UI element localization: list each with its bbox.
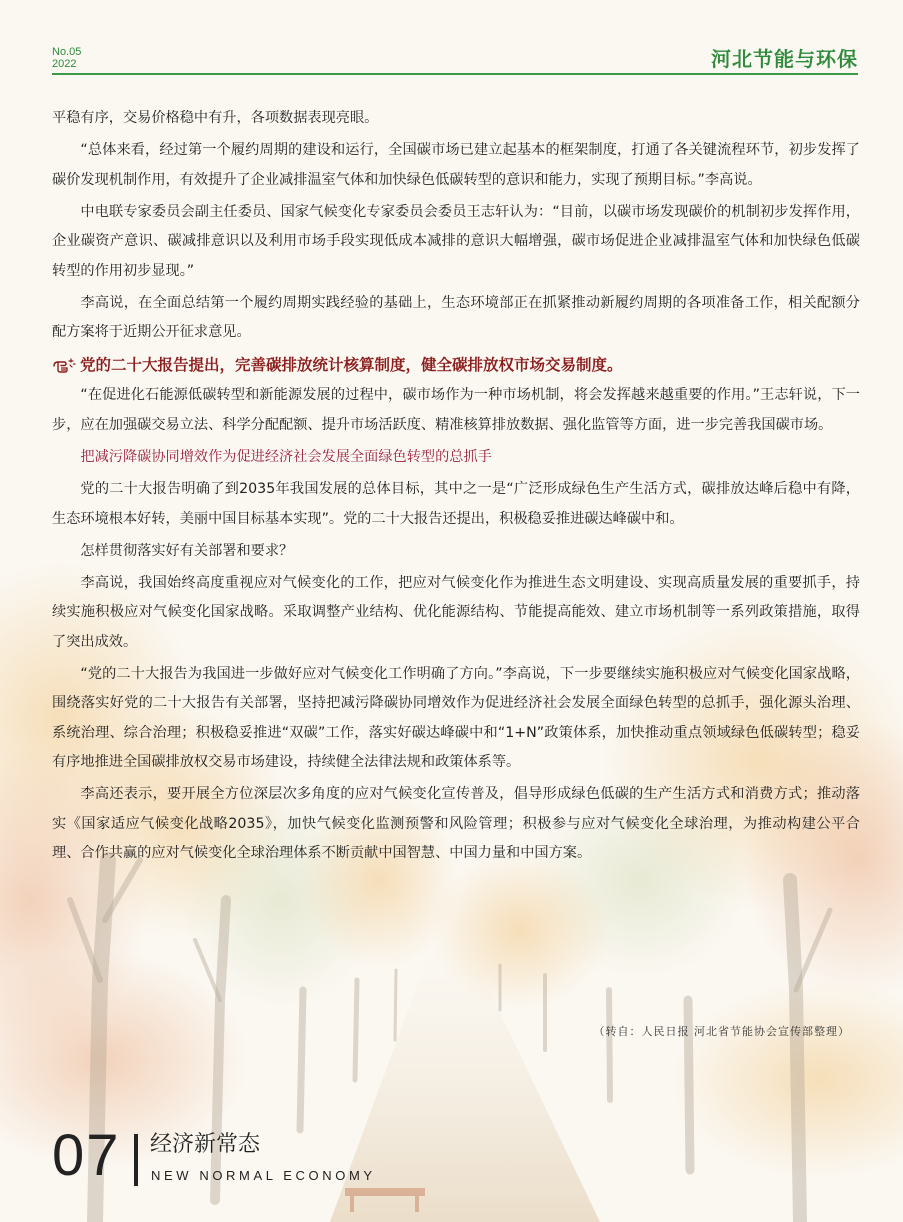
paragraph: 李高说，在全面总结第一个履约周期实践经验的基础上，生态环境部正在抓紧推动新履约周期的各项准备工作，相关配额分配方案将于近期公开征求意见。 <box>52 294 860 341</box>
section-heading <box>52 350 860 380</box>
section-name-en: NEW NORMAL ECONOMY <box>151 1168 376 1183</box>
header-divider <box>52 73 858 75</box>
source-note: （转自：人民日报 河北省节能协会宣传部整理） <box>593 1025 850 1038</box>
page-number: 07 <box>52 1123 121 1188</box>
section-heading-text: 党的二十大报告提出，完善碳排放统计核算制度，健全碳排放权市场交易制度。 <box>80 356 623 375</box>
footer-divider <box>134 1134 138 1186</box>
paragraph: “党的二十大报告为我国进一步做好应对气候变化工作明确了方向。”李高说，下一步要继续实施积极应对气候变化国家战略，围绕落实好党的二十大报告有关部署，坚持把减污降碳协同增效作为促进经济社会发展全面绿色转型的总抓手，强化源头治理、系统治理、综合治理；积极稳妥推进“双碳”工作，落实好碳达峰碳中和“1+N”政策体系，加快推动重点领域绿色低碳转型；稳妥有序地推进全国碳排放权交易市场建设，持续健全法律法规和政策体系等。 <box>52 665 860 771</box>
paragraph: “在促进化石能源低碳转型和新能源发展的过程中，碳市场作为一种市场机制，将会发挥越来越重要的作用。”王志轩说，下一步，应在加强碳交易立法、科学分配配额、提升市场活跃度、精准核算排放数据、强化监管等方面，进一步完善我国碳市场。 <box>52 387 860 433</box>
pointing-hand-icon <box>52 356 76 374</box>
article-body <box>52 104 860 872</box>
section-name-cn: 经济新常态 <box>150 1132 261 1157</box>
issue-number: No.05 <box>52 46 82 58</box>
paragraph: 怎样贯彻落实好有关部署和要求？ <box>80 542 294 559</box>
magazine-title: 河北节能与环保 <box>711 47 858 71</box>
paragraph: “总体来看，经过第一个履约周期的建设和运行，全国碳市场已建立起基本的框架制度，打通了各关键流程环节，初步发挥了碳价发现机制作用，有效提升了企业减排温室气体和加快绿色低碳转型的意识和能力，实现了预期目标。”李高说。 <box>52 142 860 188</box>
paragraph: 李高还表示，要开展全方位深层次多角度的应对气候变化宣传普及，倡导形成绿色低碳的生产生活方式和消费方式；推动落实《国家适应气候变化战略2035》，加快气候变化监测预警和风险管理；积极参与应对气候变化全球治理，为推动构建公平合理、合作共赢的应对气候变化全球治理体系不断贡献中国智慧、中国力量和中国方案。 <box>52 786 860 862</box>
paragraph: 李高说，我国始终高度重视应对气候变化的工作，把应对气候变化作为推进生态文明建设、实现高质量发展的重要抓手，持续实施积极应对气候变化国家战略。采取调整产业结构、优化能源结构、节能提高能效、建立市场机制等一系列政策措施，取得了突出成效。 <box>52 574 860 650</box>
subheading: 把减污降碳协同增效作为促进经济社会发展全面绿色转型的总抓手 <box>80 448 492 465</box>
page-header <box>52 46 858 74</box>
paragraph: 党的二十大报告明确了到2035年我国发展的总体目标，其中之一是“广泛形成绿色生产生活方式，碳排放达峰后稳中有降，生态环境根本好转，美丽中国目标基本实现”。党的二十大报告还提出，积极稳妥推进碳达峰碳中和。 <box>52 481 860 527</box>
paragraph: 平稳有序，交易价格稳中有升，各项数据表现亮眼。 <box>52 110 379 126</box>
paragraph: 中电联专家委员会副主任委员、国家气候变化专家委员会委员王志轩认为：“目前，以碳市场发现碳价的机制初步发挥作用，企业碳资产意识、碳减排意识以及利用市场手段实现低成本减排的意识大幅增强，碳市场促进企业减排温室气体和加快绿色低碳转型的作用初步显现。” <box>52 203 860 279</box>
issue-info <box>52 46 81 70</box>
issue-year: 2022 <box>52 58 77 70</box>
